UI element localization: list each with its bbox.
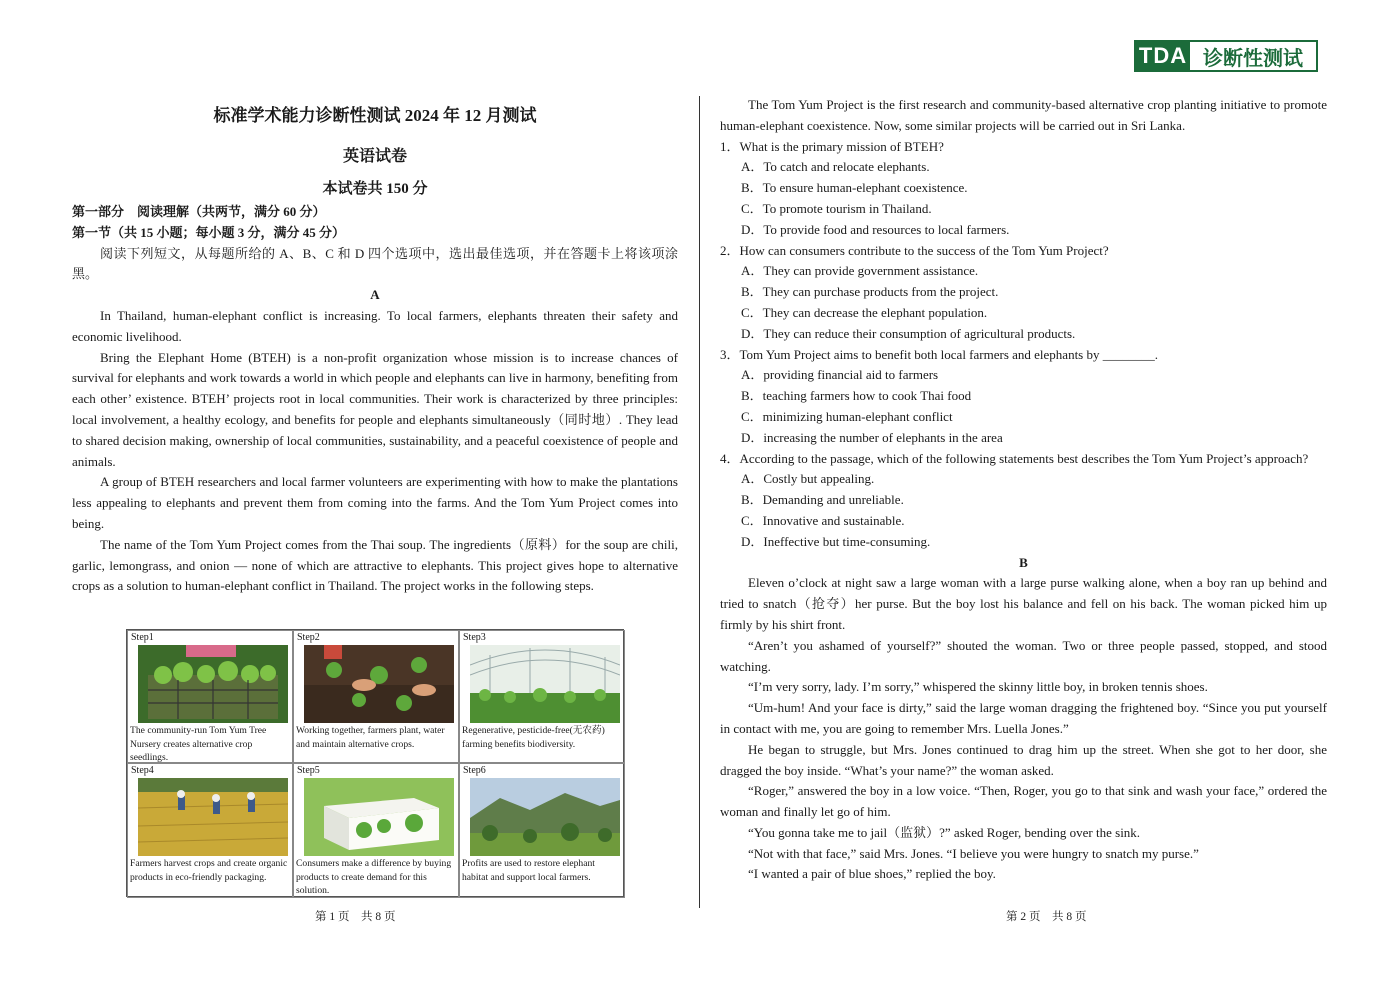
eco-box-image [304,778,454,856]
right-column [720,95,1327,885]
passage-b-paragraph: “Um-hum! And your face is dirty,” said the large woman dragging the frightened boy. “Since you put yourself in contact with me, you are going to remember Mrs. Luella Jones.” [720,700,1327,736]
step-cell [127,763,293,898]
step-caption: Working together, farmers plant, water and maintain alternative crops. [296,725,445,750]
left-column [72,104,678,597]
option: A．providing financial aid to farmers [741,367,939,383]
question-stem: 2．How can consumers contribute to the success of the Tom Yum Project? [720,242,1109,258]
passage-b-label: B [1019,554,1028,570]
option: C．They can decrease the elephant population. [741,304,988,320]
logo-name: 诊断性测试 [1203,45,1303,70]
passage-b-paragraph: “Roger,” answered the boy in a low voice. “Then, Roger, you go to that sink and wash your face,” ordered the woman and finally let go of him. [720,783,1327,820]
step-caption: Consumers make a difference by buying products to create demand for this solution. [296,858,452,896]
passage-b-paragraph: “Aren’t you ashamed of yourself?” shouted the woman. Two or three people passed, stopped, and stood watching. [720,637,1327,674]
step-cell [459,630,625,763]
option: A．They can provide government assistance. [741,263,979,279]
step-label: Step2 [297,632,320,643]
passage-b-paragraph: “I’m very sorry, lady. I’m sorry,” whispered the skinny little boy, in broken tennis shoes. [748,679,1208,695]
section-heading: 第一节（共 15 小题；每小题 3 分，满分 45 分） [72,224,346,240]
tda-logo [1134,40,1318,72]
option: C．minimizing human-elephant conflict [741,408,953,424]
part-heading: 第一部分 阅读理解（共两节，满分 60 分） [72,204,326,219]
passage-b-paragraph: “You gonna take me to jail（监狱）?” asked Roger, bending over the sink. [748,824,1141,840]
seedling-crate-image [138,645,288,723]
exam-total: 本试卷共 150 分 [322,181,428,197]
exam-title: 标准学术能力诊断性测试 2024 年 12 月测试 [213,106,537,125]
step-caption: Profits are used to restore elephant habitat and support local farmers. [462,858,595,883]
passage-a-paragraph: In Thailand, human-elephant conflict is increasing. To local farmers, elephants threaten their safety and economic livelihood. [72,307,678,344]
passage-b-paragraph: Eleven o’clock at night saw a large woman with a large purse walking alone, when a boy ran up behind and tried to snatch（抢夺）her purse. But the boy lost his balance and fell on his back. The woman picked him up firmly by his shirt front. [720,575,1327,632]
option: C．Innovative and sustainable. [741,512,905,528]
planting-hands-image [304,645,454,723]
page-footer-right: 第 2 页 共 8 页 [1006,911,1087,923]
step-cell [127,630,293,763]
forest-habitat-image [470,778,620,856]
option: A．Costly but appealing. [741,471,875,487]
greenhouse-image [470,645,620,723]
option: A．To catch and relocate elephants. [741,159,930,175]
passage-b-paragraph: He began to struggle, but Mrs. Jones continued to drag him up the street. When she got to her door, she dragged the boy inside. “What’s your name?” the woman asked. [720,741,1327,778]
step-cell [293,630,459,763]
passage-b-paragraph: “I wanted a pair of blue shoes,” replied the boy. [748,866,996,882]
harvest-field-image [138,778,288,856]
column-divider [699,96,700,908]
question-stem: 4．According to the passage, which of the following statements best describes the Tom Yum Project’s approach? [720,450,1309,466]
passage-a-paragraph: Bring the Elephant Home (BTEH) is a non-profit organization whose mission is to increase chances of survival for elephants and work towards a world in which people and elephants can live in harmony, benefiting from each other’ existence. BTEH’ projects root in local communities. Their work is characterized by three principles: local involvement, a healthy ecology, and benefits for people and elephants simultaneously（同时地）. They lead to shared decision making, ownership of local communities, sustainability, and a peaceful coexistence of people and animals. [72,349,679,469]
option: B．To ensure human-elephant coexistence. [741,180,968,196]
step-caption: Farmers harvest crops and create organic products in eco-friendly packaging. [130,858,288,883]
passage-a-label: A [370,287,380,303]
step-label: Step6 [463,765,486,776]
step-caption: Regenerative, pesticide-free(无农药) farming benefits biodiversity. [462,725,605,750]
step-label: Step5 [297,765,320,776]
question-stem: 1．What is the primary mission of BTEH? [720,138,944,154]
steps-figure [126,629,624,897]
option: B．teaching farmers how to cook Thai food [741,388,972,404]
page-footer-left: 第 1 页 共 8 页 [315,911,396,923]
step-caption: The community-run Tom Yum Tree Nursery creates alternative crop seedlings. [130,725,267,763]
passage-b-paragraph: “Not with that face,” said Mrs. Jones. “I believe you were hungry to snatch my purse.” [748,845,1199,861]
question-stem: 3．Tom Yum Project aims to benefit both local farmers and elephants by ________. [720,346,1158,362]
option: D．To provide food and resources to local farmers. [741,221,1010,237]
passage-a-paragraph: A group of BTEH researchers and local farmer volunteers are experimenting with how to make the plantations less appealing to elephants and prevent them from coming into the farms. And the Tom Yum Project comes into being. [72,474,678,531]
option: D．Ineffective but time-consuming. [741,533,931,549]
option: D．They can reduce their consumption of agricultural products. [741,325,1076,341]
option: D．increasing the number of elephants in the area [741,429,1003,445]
step-label: Step1 [131,632,154,643]
step-label: Step4 [131,765,154,776]
logo-abbr: TDA [1136,42,1190,70]
instruction: 阅读下列短文，从每题所给的 A、B、C 和 D 四个选项中，选出最佳选项，并在答题卡上将该项涂黑。 [72,245,678,282]
passage-a-paragraph: The name of the Tom Yum Project comes from the Thai soup. The ingredients（原料）for the soup are chili, garlic, lemongrass, and onion — none of which are attractive to elephants. This project gives hope to alternative crops as a solution to human-elephant conflict in Thailand. The project works in the following steps. [72,536,678,594]
step-cell [293,763,459,898]
step-label: Step3 [463,632,486,643]
passage-a-conclusion: The Tom Yum Project is the first research and community-based alternative crop planting initiative to promote human-elephant coexistence. Now, some similar projects will be carried out in Sri Lanka. [720,97,1327,133]
option: B．They can purchase products from the project. [741,284,999,300]
step-cell [459,763,625,898]
exam-subject: 英语试卷 [342,148,407,165]
option: C．To promote tourism in Thailand. [741,200,932,216]
option: B．Demanding and unreliable. [741,492,904,508]
